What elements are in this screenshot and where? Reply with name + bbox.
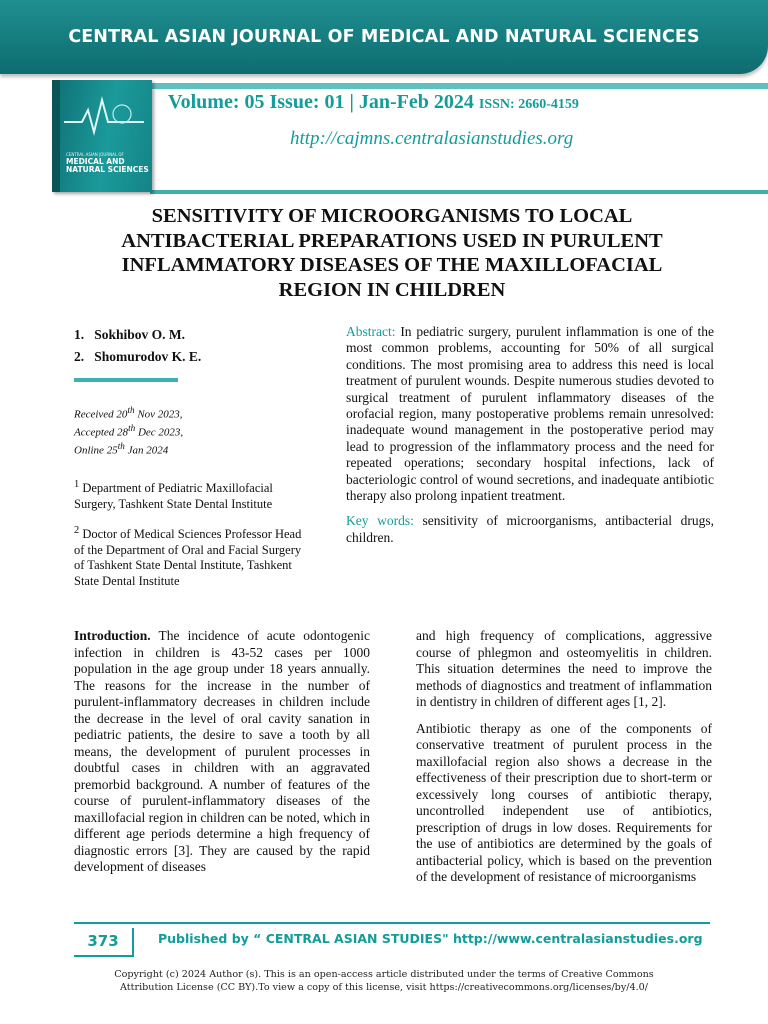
received-date: Received 20th Nov 2023, [74,405,183,421]
body-paragraph: and high frequency of complications, aggressive course of phlegmon and osteomyelitis in children. This situation determines the need to improve the methods of diagnostics and treatment of inflammation in dentistry in children of different ages [1, 2]. [416,628,712,709]
journal-name: CENTRAL ASIAN JOURNAL OF MEDICAL AND NATURAL SCIENCES [68,27,700,47]
author-item: 2. Shomurodov K. E. [74,349,202,364]
volume-text: Volume: 05 Issue: 01 | Jan-Feb 2024 [168,91,474,113]
page-number: 373 [74,928,134,957]
intro-paragraph: Introduction. The incidence of acute odontogenic infection in children is 43-52 cases per 1000 population in the age group under 18 years annually. The reasons for the increase in the number of purulent-inflammatory decreases in children include the decrease in the level of oral cavity sanation in pediatric patients, the desire to save a tooth by all means, the development of purulent processes in doubtful cases in children with an aggravated premorbid background. A number of features of the course of purulent-inflammatory diseases of the maxillofacial region in children can be noted, which in different age periods determine a high frequency of diagnostic errors [3]. They are caused by the rapid development of diseases [74,628,370,874]
author-divider [74,378,178,382]
abstract-paragraph: Abstract: In pediatric surgery, purulent inflammation is one of the most common problems, accounting for 50% of all surgical conditions. The most promising area to address this need is local treatment of purulent wounds. Despite numerous studies devoted to surgical treatment of purulent inflammatory diseases of the orofacial region, many postoperative problems remain unresolved: inadequate wound management in the postoperative period may lead to progression of the inflammatory process and the need for repeated operations; secondary hospital infections, lack of bacteriologic control of wound secretions, and inadequate antibiotic therapy also prolong inpatient treatment. [346,324,714,504]
header-stripe-top [150,83,768,89]
copyright-notice: Copyright (c) 2024 Author (s). This is an open-access article distributed under the terms of Creative Commons Attribution License (CC BY).To view a copy of this license, visit https://creativecommons.org/licenses/by/4.0/ [114,969,654,993]
publisher-line: Published by “ CENTRAL ASIAN STUDIES" http://www.centralasianstudies.org [158,931,703,946]
cover-small-text: CENTRAL ASIAN JOURNAL OF [66,152,124,157]
abstract-block [346,324,714,555]
journal-url-link[interactable]: http://cajmns.centralasianstudies.org [290,128,574,149]
abstract-label: Abstract: [346,324,396,339]
issn-text: ISSN: 2660-4159 [478,97,579,112]
online-date: Online 25th Jan 2024 [74,441,169,457]
author-list [74,324,201,368]
intro-label: Introduction. [74,628,151,643]
keywords-label: Key words: [346,513,414,529]
body-paragraph: Antibiotic therapy as one of the components of conservative treatment of purulent process in the maxillofacial region also shows a decrease in the effectiveness of their prescription due to short-term or excessively long courses of antibiotic therapy, uncontrolled independent use of antibiotics, prescription of drugs in low doses. Requirements for the use of antibiotics are determined by the goals of antibacterial policy, which is based on the prevention of the development of resistance of microorganisms [416,720,712,884]
volume-issue-line [168,91,579,114]
article-title: SENSITIVITY OF MICROORGANISMS TO LOCAL ANTIBACTERIAL PREPARATIONS USED IN PURULENT INFLAMMATORY DISEASES OF THE MAXILLOFACIAL REGION IN CHILDREN [121,205,663,301]
cover-spine [52,80,60,192]
affiliation-item: $^2$ Doctor of Medical Sciences Professor Head of the Department of Oral and Facial Surgery of Tashkent State Dental Institute, Tashkent State Dental Institute [74,525,302,588]
journal-banner [0,0,768,74]
journal-cover-image [52,80,152,192]
heartbeat-icon [64,92,144,142]
header-stripe-bottom [150,190,768,194]
author-item: 1. Sokhibov O. M. [74,327,186,342]
footer-rule [74,922,710,924]
body-column-right [416,628,712,896]
keywords-paragraph: Key words: sensitivity of microorganisms, antibacterial drugs, children. [346,513,714,545]
article-dates [74,404,183,458]
affiliation-item: $^1$ Department of Pediatric Maxillofacial Surgery, Tashkent State Dental Institute [74,479,273,511]
body-column-left [74,628,370,886]
cover-title: MEDICAL AND NATURAL SCIENCES [66,157,149,174]
affiliations [74,477,314,600]
accepted-date: Accepted 28th Dec 2023, [74,423,184,439]
